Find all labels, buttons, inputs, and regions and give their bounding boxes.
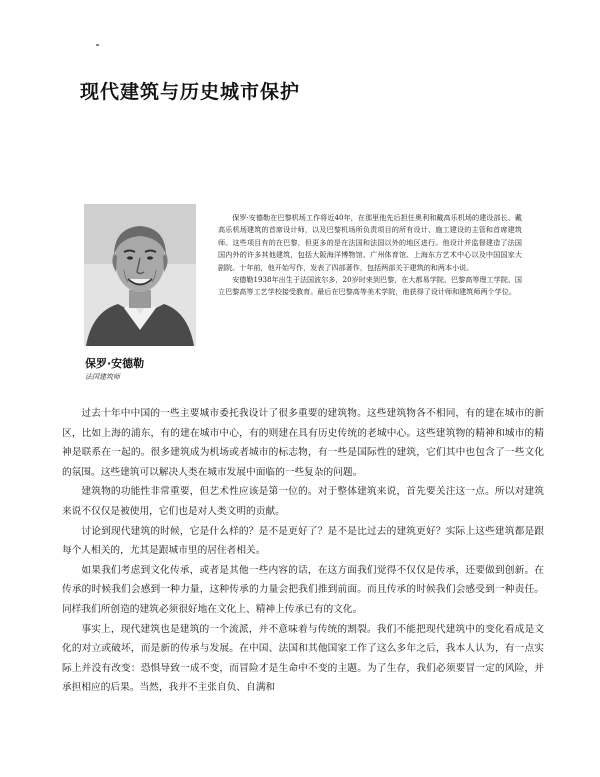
article-body [62, 404, 544, 698]
portrait-caption-name: 保罗·安德勒 [85, 357, 145, 370]
bio-paragraph: 安德勒1938年出生于法国波尔多，20岁时来到巴黎，在大都易学院、巴黎高等理工学院、国立巴黎高等工艺学校接受教育。最后在巴黎高等美术学院，他获得了设计师和建筑师两个学位。 [218, 275, 522, 297]
page-title: 现代建筑与历史城市保护 [80, 81, 301, 103]
portrait-illustration [84, 204, 196, 346]
body-paragraph: 讨论到现代建筑的时候，它是什么样的？是不是更好了？是不是比过去的建筑更好？实际上这些建筑都是跟每个人相关的，尤其是跟城市里的居住者相关。 [62, 525, 544, 557]
portrait-caption-role: 法国建筑师 [85, 373, 120, 381]
bio-block [218, 212, 522, 299]
body-paragraph: 建筑物的功能性非常重要，但艺术性应该是第一位的。对于整体建筑来说，首先要关注这一点。所以对建筑来说不仅仅是被使用，它们也是对人类文明的贡献。 [62, 486, 544, 517]
portrait-photo [84, 204, 196, 346]
bio-paragraph: 保罗·安德勒在巴黎机场工作将近40年，在那里他先后担任奥利和戴高乐机场的建设部长、戴高乐机场建筑的首席设计师，以及巴黎机场所负责项目的所有设计、施工建设的主管和首席建筑师。这些项目有的在巴黎，但更多的是在法国和法国以外的地区进行。他设计并监督建造了法国国内外的许多其他建筑，包括大阪海洋博物馆、广州体育馆、上海东方艺术中心以及中国国家大剧院。十年前，他开始写作，发表了四部著作，包括两部关于建筑的和两本小说。 [218, 213, 522, 272]
body-paragraph: 过去十年中中国的一些主要城市委托我设计了很多重要的建筑物。这些建筑物各不相同，有的建在城市的新区，比如上海的浦东，有的建在城市中心，有的则建在具有历史传统的老城中心。这些建筑物的精神和城市的精神是联系在一起的。很多建筑成为机场或者城市的标志物，有一些是国际性的建筑，它们其中也包含了一些文化的氛围。这些建筑可以解决人类在城市发展中面临的一些复杂的问题。 [62, 408, 544, 478]
body-paragraph: 如果我们考虑到文化传承，或者是其他一些内容的话，在这方面我们觉得不仅仅是传承，还要做到创新。在传承的时候我们会感到一种力量，这种传承的力量会把我们推到前面。而且传承的时候我们会感受到一种责任。同样我们所创造的建筑必须很好地在文化上、精神上传承已有的文化。 [62, 564, 544, 615]
body-paragraph: 事实上，现代建筑也是建筑的一个流派，并不意味着与传统的割裂。我们不能把现代建筑中的变化看成是文化的对立或破坏，而是新的传承与发展。在中国、法国和其他国家工作了这么多年之后，我本人认为，有一点实际上并没有改变：恐惧导致一成不变，而冒险才是生命中不变的主题。为了生存，我们必须要冒一定的风险，并承担相应的后果。当然，我并不主张自负、自满和 [62, 623, 544, 694]
scan-speck [96, 44, 99, 46]
